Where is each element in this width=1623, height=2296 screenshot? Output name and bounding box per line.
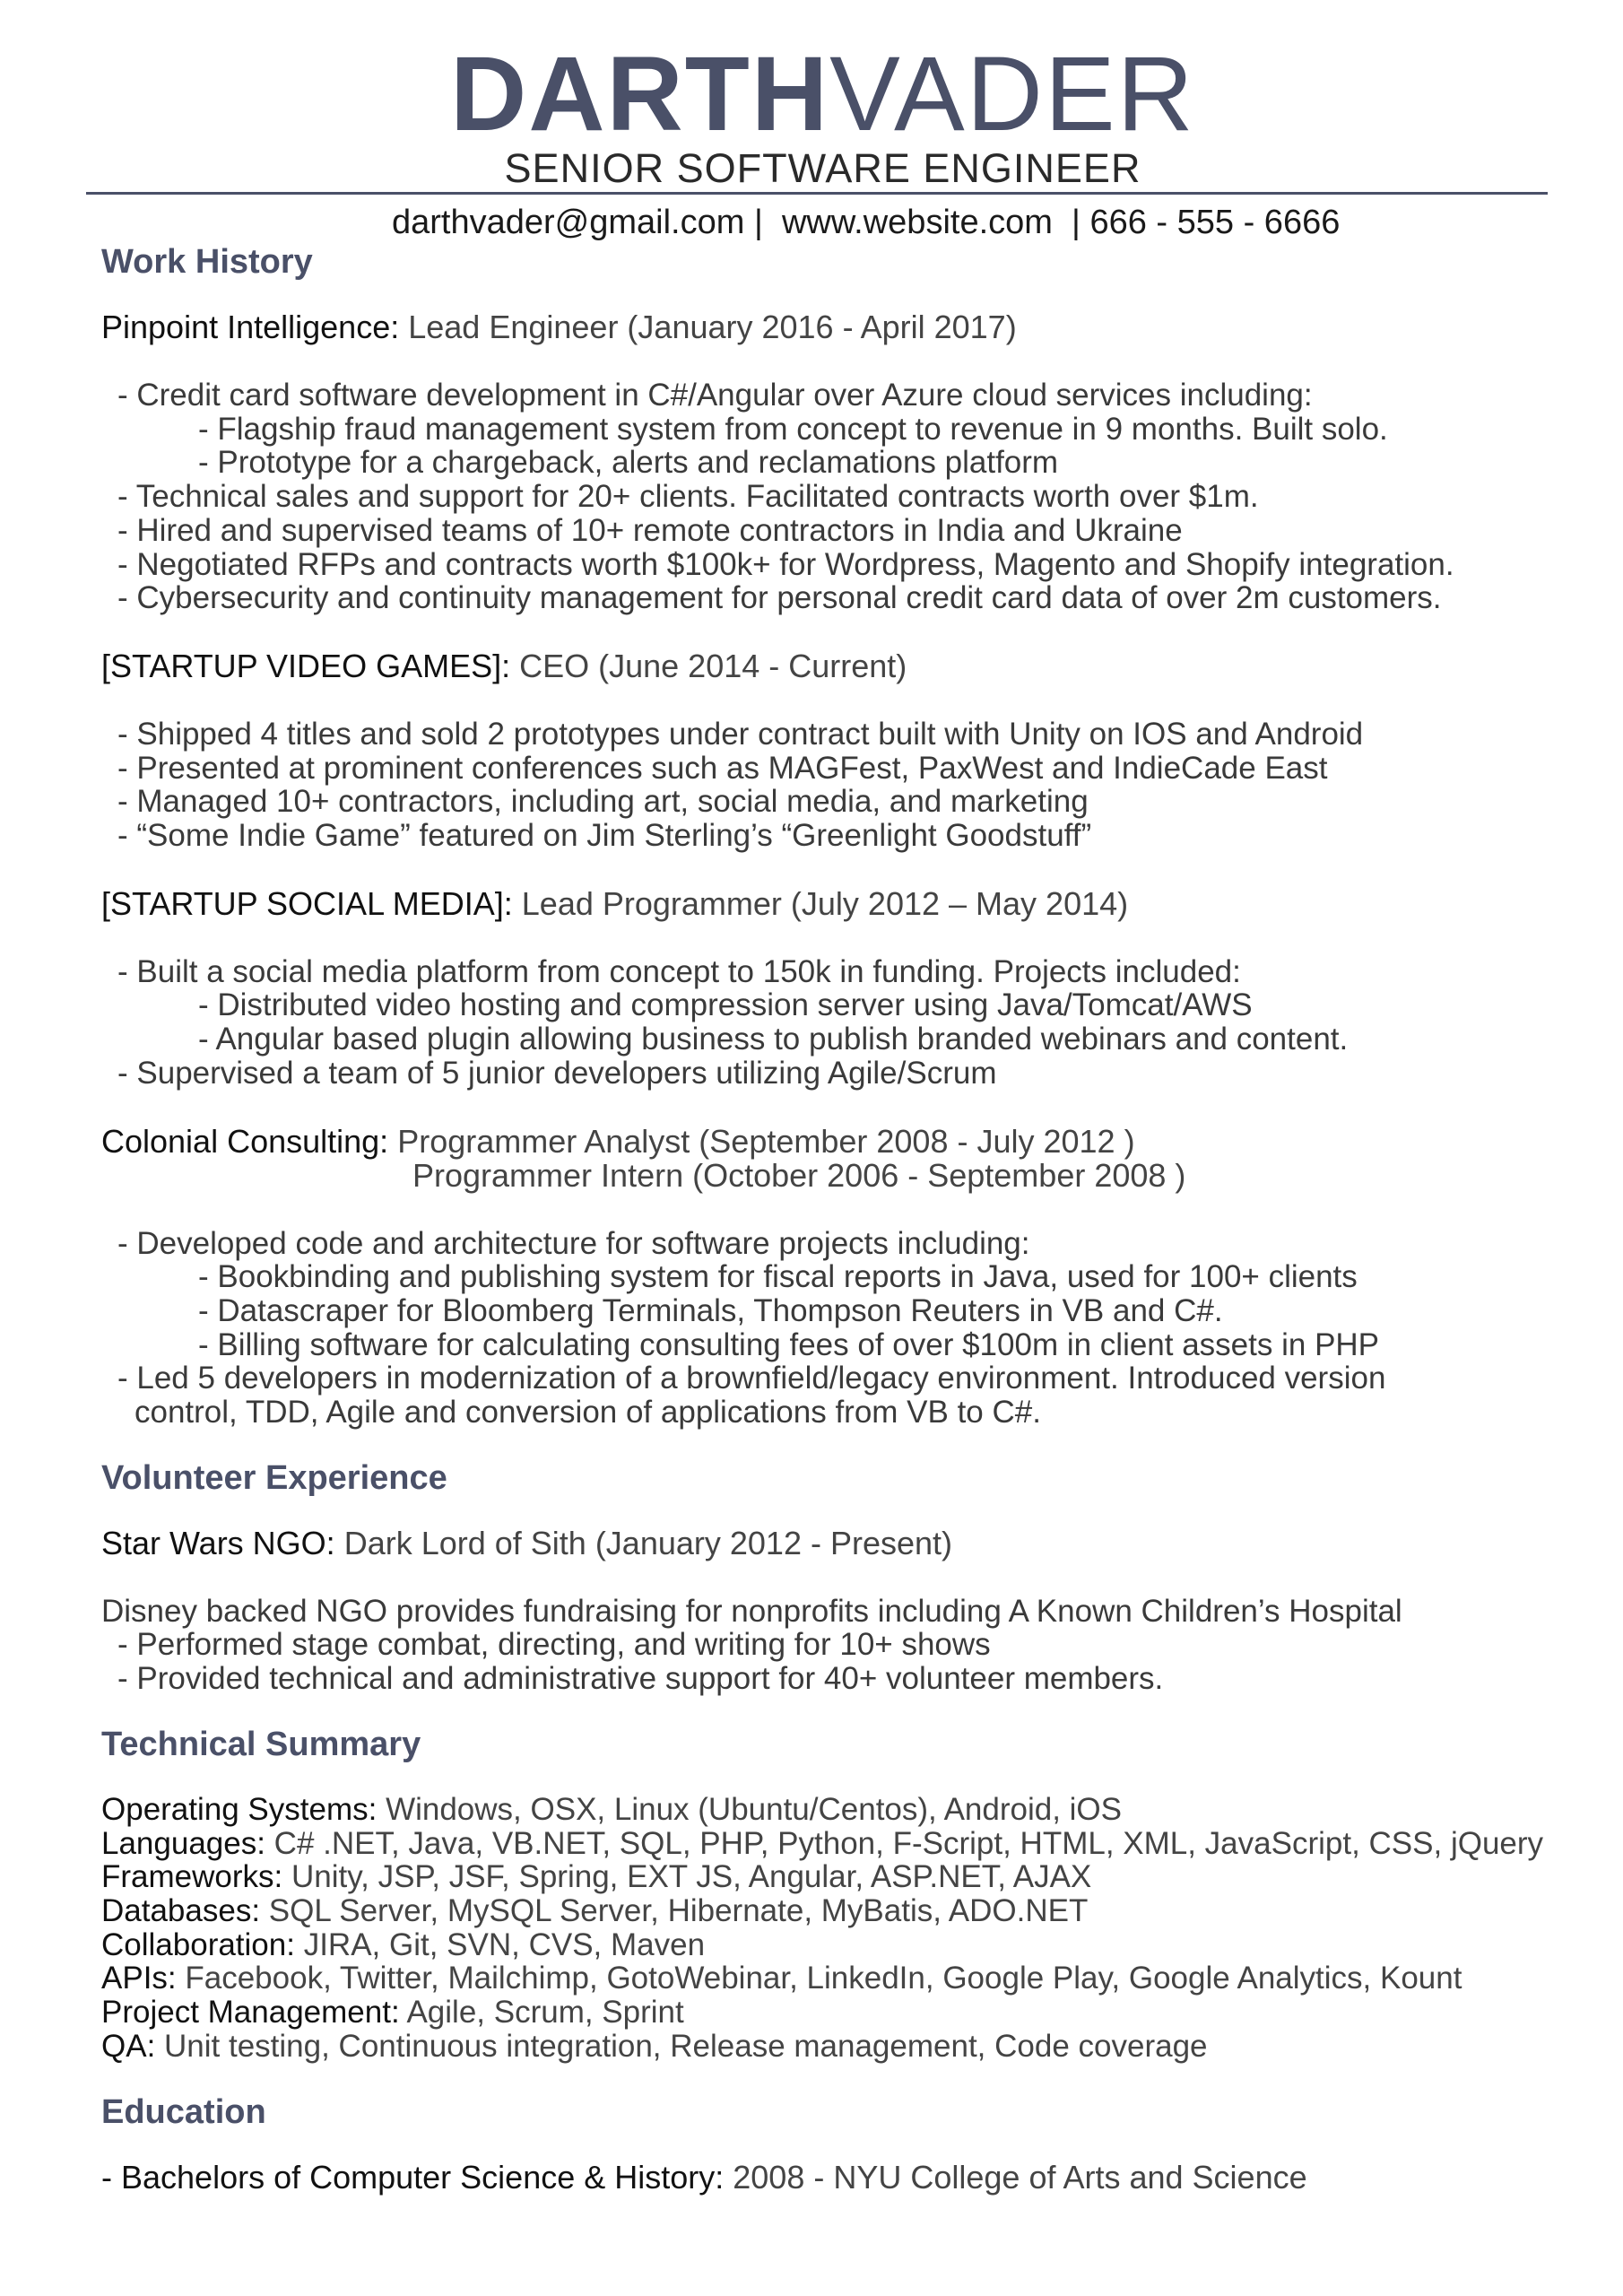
job-heading [101,649,1554,683]
volunteer-summary: Disney backed NGO provides fundraising for nonprofits including A Known Children’s Hospital [101,1593,1402,1629]
job-org: [STARTUP SOCIAL MEDIA]: [101,884,513,922]
job-subbullet: - Angular based plugin allowing business to publish branded webinars and content. [198,1022,1349,1057]
job-role: Programmer Analyst (September 2008 - July 2012 ) [388,1122,1135,1160]
last-name: VADER [829,35,1195,153]
tech-row-qa: QA: Unit testing, Continuous integration, Release management, Code coverage [101,2028,1208,2064]
candidate-name [0,36,1623,152]
degree: - Bachelors of Computer Science & History: [101,2158,725,2196]
tech-row-languages: Languages: C# .NET, Java, VB.NET, SQL, PHP, Python, F-Script, HTML, XML, JavaScript, CSS, jQuery [101,1825,1544,1861]
tech-row-apis: APIs: Facebook, Twitter, Mailchimp, GotoWebinar, LinkedIn, Google Play, Google Analytics, Kount [101,1961,1462,1996]
job-subbullet: - Billing software for calculating consulting fees of over $100m in client assets in PHP [198,1326,1380,1362]
job-role-secondary: Programmer Intern (October 2006 - September 2008 ) [412,1156,1186,1194]
tech-row-databases: Databases: SQL Server, MySQL Server, Hibernate, MyBatis, ADO.NET [101,1892,1089,1928]
degree-detail: 2008 - NYU College of Arts and Science [724,2158,1307,2196]
job-subbullet: - Prototype for a chargeback, alerts and reclamations platform [198,445,1059,481]
education-entry [101,2158,1554,2196]
tech-row-project-management: Project Management: Agile, Scrum, Sprint [101,1995,684,2031]
job-org: Colonial Consulting: [101,1122,389,1160]
tech-row-collaboration: Collaboration: JIRA, Git, SVN, CVS, Maven [101,1926,706,1962]
job-bullet: - Hired and supervised teams of 10+ remote contractors in India and Ukraine [117,512,1183,548]
section-work-history: Work History [101,243,313,281]
job-bullet: - Managed 10+ contractors, including art, social media, and marketing [117,784,1089,820]
section-education: Education [101,2092,266,2131]
volunteer-bullet: - Performed stage combat, directing, and writing for 10+ shows [117,1627,991,1663]
first-name: DARTH [450,35,830,153]
job-bullet: - Shipped 4 titles and sold 2 prototypes under contract built with Unity on IOS and Android [117,716,1364,752]
job-bullet: - “Some Indie Game” featured on Jim Sterling’s “Greenlight Goodstuff” [117,818,1092,854]
section-volunteer: Volunteer Experience [101,1458,447,1497]
job-bullet: - Cybersecurity and continuity management for personal credit card data of over 2m customers. [117,580,1442,616]
job-subbullet: - Distributed video hosting and compression server using Java/Tomcat/AWS [198,987,1253,1023]
job-heading [101,884,1554,922]
volunteer-heading [101,1526,1554,1561]
section-technical-summary: Technical Summary [101,1725,421,1763]
job-heading-secondary [101,1156,1554,1194]
job-subbullet: - Bookbinding and publishing system for fiscal reports in Java, used for 100+ clients [198,1259,1358,1295]
contact-line: darthvader@gmail.com | www.website.com | 666 - 555 - 6666 [392,204,1341,241]
job-title: SENIOR SOFTWARE ENGINEER [504,145,1141,191]
job-subbullet: - Flagship fraud management system from concept to revenue in 9 months. Built solo. [198,411,1388,447]
job-bullet: - Technical sales and support for 20+ clients. Facilitated contracts worth over $1m. [117,479,1259,515]
job-role: Lead Programmer (July 2012 – May 2014) [512,884,1129,922]
tech-row-frameworks: Frameworks: Unity, JSP, JSF, Spring, EXT JS, Angular, ASP.NET, AJAX [101,1859,1092,1895]
volunteer-role: Dark Lord of Sith (January 2012 - Present) [334,1524,953,1561]
job-bullet: - Built a social media platform from concept to 150k in funding. Projects included: [117,953,1241,989]
job-bullet-continued: control, TDD, Agile and conversion of applications from VB to C#. [135,1395,1041,1431]
job-bullet: - Negotiated RFPs and contracts worth $100k+ for Wordpress, Magento and Shopify integration. [117,546,1454,582]
job-heading [101,310,1554,344]
job-bullet: - Developed code and architecture for software projects including: [117,1225,1030,1261]
job-org: Pinpoint Intelligence: [101,309,400,345]
job-heading [101,1122,1554,1160]
job-bullet: - Presented at prominent conferences such as MAGFest, PaxWest and IndieCade East [117,750,1328,786]
header-divider [86,192,1548,195]
tech-row-os: Operating Systems: Windows, OSX, Linux (Ubuntu/Centos), Android, iOS [101,1791,1122,1827]
job-bullet: - Credit card software development in C#/Angular over Azure cloud services including: [117,378,1313,413]
job-bullet: - Led 5 developers in modernization of a brownfield/legacy environment. Introduced version [117,1361,1386,1396]
job-role: Lead Engineer (January 2016 - April 2017) [399,309,1017,345]
job-org: [STARTUP VIDEO GAMES]: [101,647,511,684]
volunteer-bullet: - Provided technical and administrative support for 40+ volunteer members. [117,1661,1164,1697]
volunteer-org: Star Wars NGO: [101,1524,335,1561]
job-role: CEO (June 2014 - Current) [510,647,907,684]
job-bullet: - Supervised a team of 5 junior developers utilizing Agile/Scrum [117,1055,997,1091]
resume-body [101,235,1554,2195]
job-subbullet: - Datascraper for Bloomberg Terminals, Thompson Reuters in VB and C#. [198,1292,1223,1328]
